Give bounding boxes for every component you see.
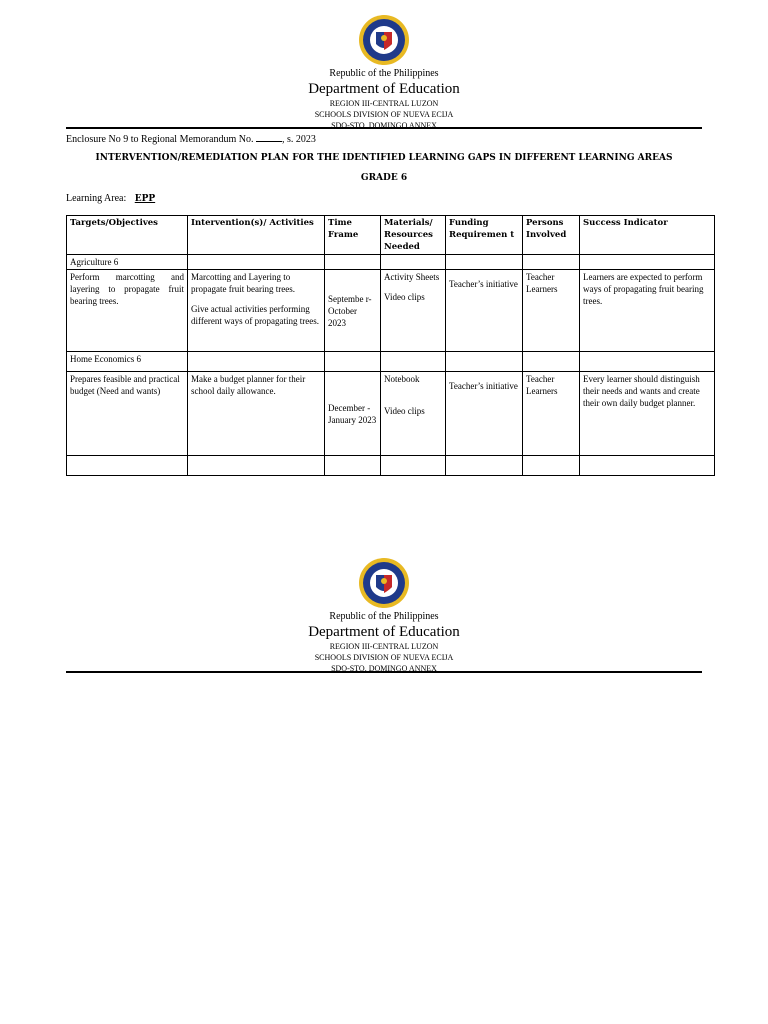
target-cell: Prepares feasible and practical budget (Need and wants) — [67, 372, 188, 456]
department-name: Department of Education — [308, 624, 460, 640]
funding-text: Teacher’s initiative — [449, 381, 518, 391]
deped-seal-icon — [358, 557, 410, 609]
remediation-plan-table — [66, 215, 715, 476]
materials-text: Notebook — [384, 374, 420, 384]
activity-cell — [188, 270, 325, 352]
funding-cell — [446, 372, 523, 456]
col-header-persons: Persons Involved — [523, 216, 580, 255]
col-header-funding: Funding Requiremen t — [446, 216, 523, 255]
enclosure-prefix: Enclosure No 9 to Regional Memorandum No. — [66, 134, 254, 145]
col-header-interventions: Intervention(s)/ Activities — [188, 216, 325, 255]
materials-text: Video clips — [384, 406, 425, 416]
col-header-time-frame: Time Frame — [325, 216, 381, 255]
table-row — [67, 372, 715, 456]
section-row-home-economics — [67, 352, 715, 372]
materials-cell — [381, 372, 446, 456]
activity-cell: Make a budget planner for their school daily allowance. — [188, 372, 325, 456]
department-name: Department of Education — [308, 81, 460, 97]
district-text: SDO-STO. DOMINGO ANNEX — [331, 121, 437, 130]
persons-cell: Teacher Learners — [523, 372, 580, 456]
deped-seal-icon — [358, 14, 410, 66]
division-text: SCHOOLS DIVISION OF NUEVA ECIJA — [314, 110, 454, 119]
memo-number-blank — [256, 132, 282, 142]
materials-cell — [381, 270, 446, 352]
district-text: SDO-STO. DOMINGO ANNEX — [331, 664, 437, 673]
enclosure-line — [66, 132, 316, 145]
division-text: SCHOOLS DIVISION OF NUEVA ECIJA — [314, 653, 454, 662]
time-frame-cell: December -January 2023 — [325, 372, 381, 456]
table-row — [67, 270, 715, 352]
time-frame-cell: Septembe r-October 2023 — [325, 270, 381, 352]
activity-text: Marcotting and Layering to propagate fruit bearing trees. — [191, 272, 295, 294]
funding-text: Teacher’s initiative — [449, 279, 518, 289]
header-divider — [66, 127, 702, 129]
learning-area-label: Learning Area: — [66, 193, 127, 204]
section-label-agriculture: Agriculture 6 — [67, 255, 188, 270]
success-indicator-cell: Learners are expected to perform ways of propagating fruit bearing trees. — [580, 270, 715, 352]
col-header-materials: Materials/ Resources Needed — [381, 216, 446, 255]
learning-area-value: EPP — [134, 194, 156, 204]
letterhead-bottom — [0, 557, 768, 674]
republic-text: Republic of the Philippines — [329, 68, 439, 79]
activity-text: Give actual activities performing different ways of propagating trees. — [191, 304, 320, 326]
header-divider — [66, 671, 702, 673]
region-text: REGION III-CENTRAL LUZON — [329, 99, 439, 108]
target-cell: Perform marcotting and layering to propagate fruit bearing trees. — [67, 270, 188, 352]
materials-text: Video clips — [384, 292, 425, 302]
region-text: REGION III-CENTRAL LUZON — [329, 642, 439, 651]
persons-cell: Teacher Learners — [523, 270, 580, 352]
table-header-row — [67, 216, 715, 255]
funding-cell — [446, 270, 523, 352]
section-label-home-economics: Home Economics 6 — [67, 352, 188, 372]
section-row-agriculture — [67, 255, 715, 270]
grade-label: GRADE 6 — [360, 173, 408, 183]
enclosure-suffix: , s. 2023 — [281, 134, 316, 145]
letterhead-top — [0, 14, 768, 131]
success-indicator-cell: Every learner should distinguish their needs and wants and create their own daily budget planner. — [580, 372, 715, 456]
col-header-targets: Targets/Objectives — [67, 216, 188, 255]
republic-text: Republic of the Philippines — [329, 611, 439, 622]
empty-row — [67, 456, 715, 476]
materials-text: Activity Sheets — [384, 272, 440, 282]
plan-title: INTERVENTION/REMEDIATION PLAN FOR THE IDENTIFIED LEARNING GAPS IN DIFFERENT LEARNING AREAS — [95, 153, 673, 163]
col-header-success-indicator: Success Indicator — [580, 216, 715, 255]
learning-area — [66, 193, 155, 204]
